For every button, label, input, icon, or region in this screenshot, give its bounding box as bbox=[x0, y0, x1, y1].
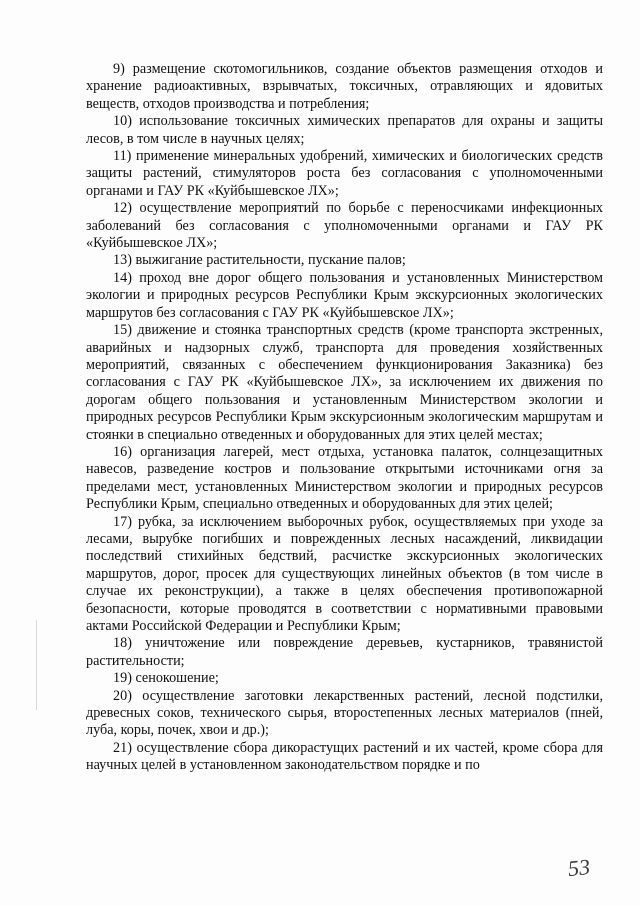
list-item-9: 9) размещение скотомогильников, создание объектов размещения отходов и хранение радиоактивных, взрывчатых, токсичных, отравляющих и ядовитых веществ, отходов производства и потребления; bbox=[86, 61, 603, 112]
list-item-18: 18) уничтожение или повреждение деревьев, кустарников, травянистой растительности; bbox=[86, 635, 603, 669]
list-item-15: 15) движение и стоянка транспортных средств (кроме транспорта экстренных, аварийных и надзорных служб, транспорта для проведения хозяйственных мероприятий, связанных с обеспечением функционирования Заказника) без согласования с ГАУ РК «Куйбышевское ЛХ», за исключением их движения по дорогам общего пользования и установленным Министерством экологии и природных ресурсов Республики Крым экскурсионным экологическим маршрутам и стоянки в специально отведенных и оборудованных для этих целей местах; bbox=[86, 322, 603, 443]
list-item-11: 11) применение минеральных удобрений, химических и биологических средств защиты растений, стимуляторов роста без согласования с уполномоченными органами и ГАУ РК «Куйбышевское ЛХ»; bbox=[86, 148, 603, 199]
list-item-13: 13) выжигание растительности, пускание палов; bbox=[113, 252, 406, 269]
list-item-21: 21) осуществление сбора дикорастущих растений и их частей, кроме сбора для научных целей в установленном законодательством порядке и по bbox=[86, 739, 603, 774]
list-item-12: 12) осуществление мероприятий по борьбе с переносчиками инфекционных заболеваний без согласования с уполномоченными органами и ГАУ РК «Куйбышевское ЛХ»; bbox=[86, 200, 603, 252]
list-item-14: 14) проход вне дорог общего пользования и установленных Министерством экологии и природных ресурсов Республики Крым экскурсионных экологических маршрутов без согласования с ГАУ РК «Куйбышевское ЛХ»; bbox=[86, 269, 603, 321]
list-item-10: 10) использование токсичных химических препаратов для охраны и защиты лесов, в том числе в научных целях; bbox=[86, 113, 603, 147]
margin-mark bbox=[36, 620, 37, 710]
handwritten-page-number: 53 bbox=[566, 853, 592, 882]
list-item-16: 16) организация лагерей, мест отдыха, установка палаток, солнцезащитных навесов, разведение костров и пользование открытыми источниками огня за пределами мест, установленных Министерством экологии и природных ресурсов Республики Крым, специально отведенных и оборудованных для этих целей; bbox=[86, 443, 603, 513]
list-item-17: 17) рубка, за исключением выборочных рубок, осуществляемых при уходе за лесами, вырубке погибших и поврежденных лесных насаждений, ликвидации последствий стихийных бедствий, расчистке экскурсионных экологических маршрутов, дорог, просек для существующих линейных объектов (в том числе в случае их реконструкции), а также в целях обеспечения противопожарной безопасности, которые проводятся в соответствии с нормативными правовыми актами Российской Федерации и Республики Крым; bbox=[86, 513, 603, 634]
list-item-19: 19) сенокошение; bbox=[113, 670, 219, 687]
document-body bbox=[86, 61, 603, 775]
list-item-20: 20) осуществление заготовки лекарственных растений, лесной подстилки, древесных соков, технического сырья, второстепенных лесных материалов (пней, луба, коры, почек, хвои и др.); bbox=[86, 687, 603, 739]
